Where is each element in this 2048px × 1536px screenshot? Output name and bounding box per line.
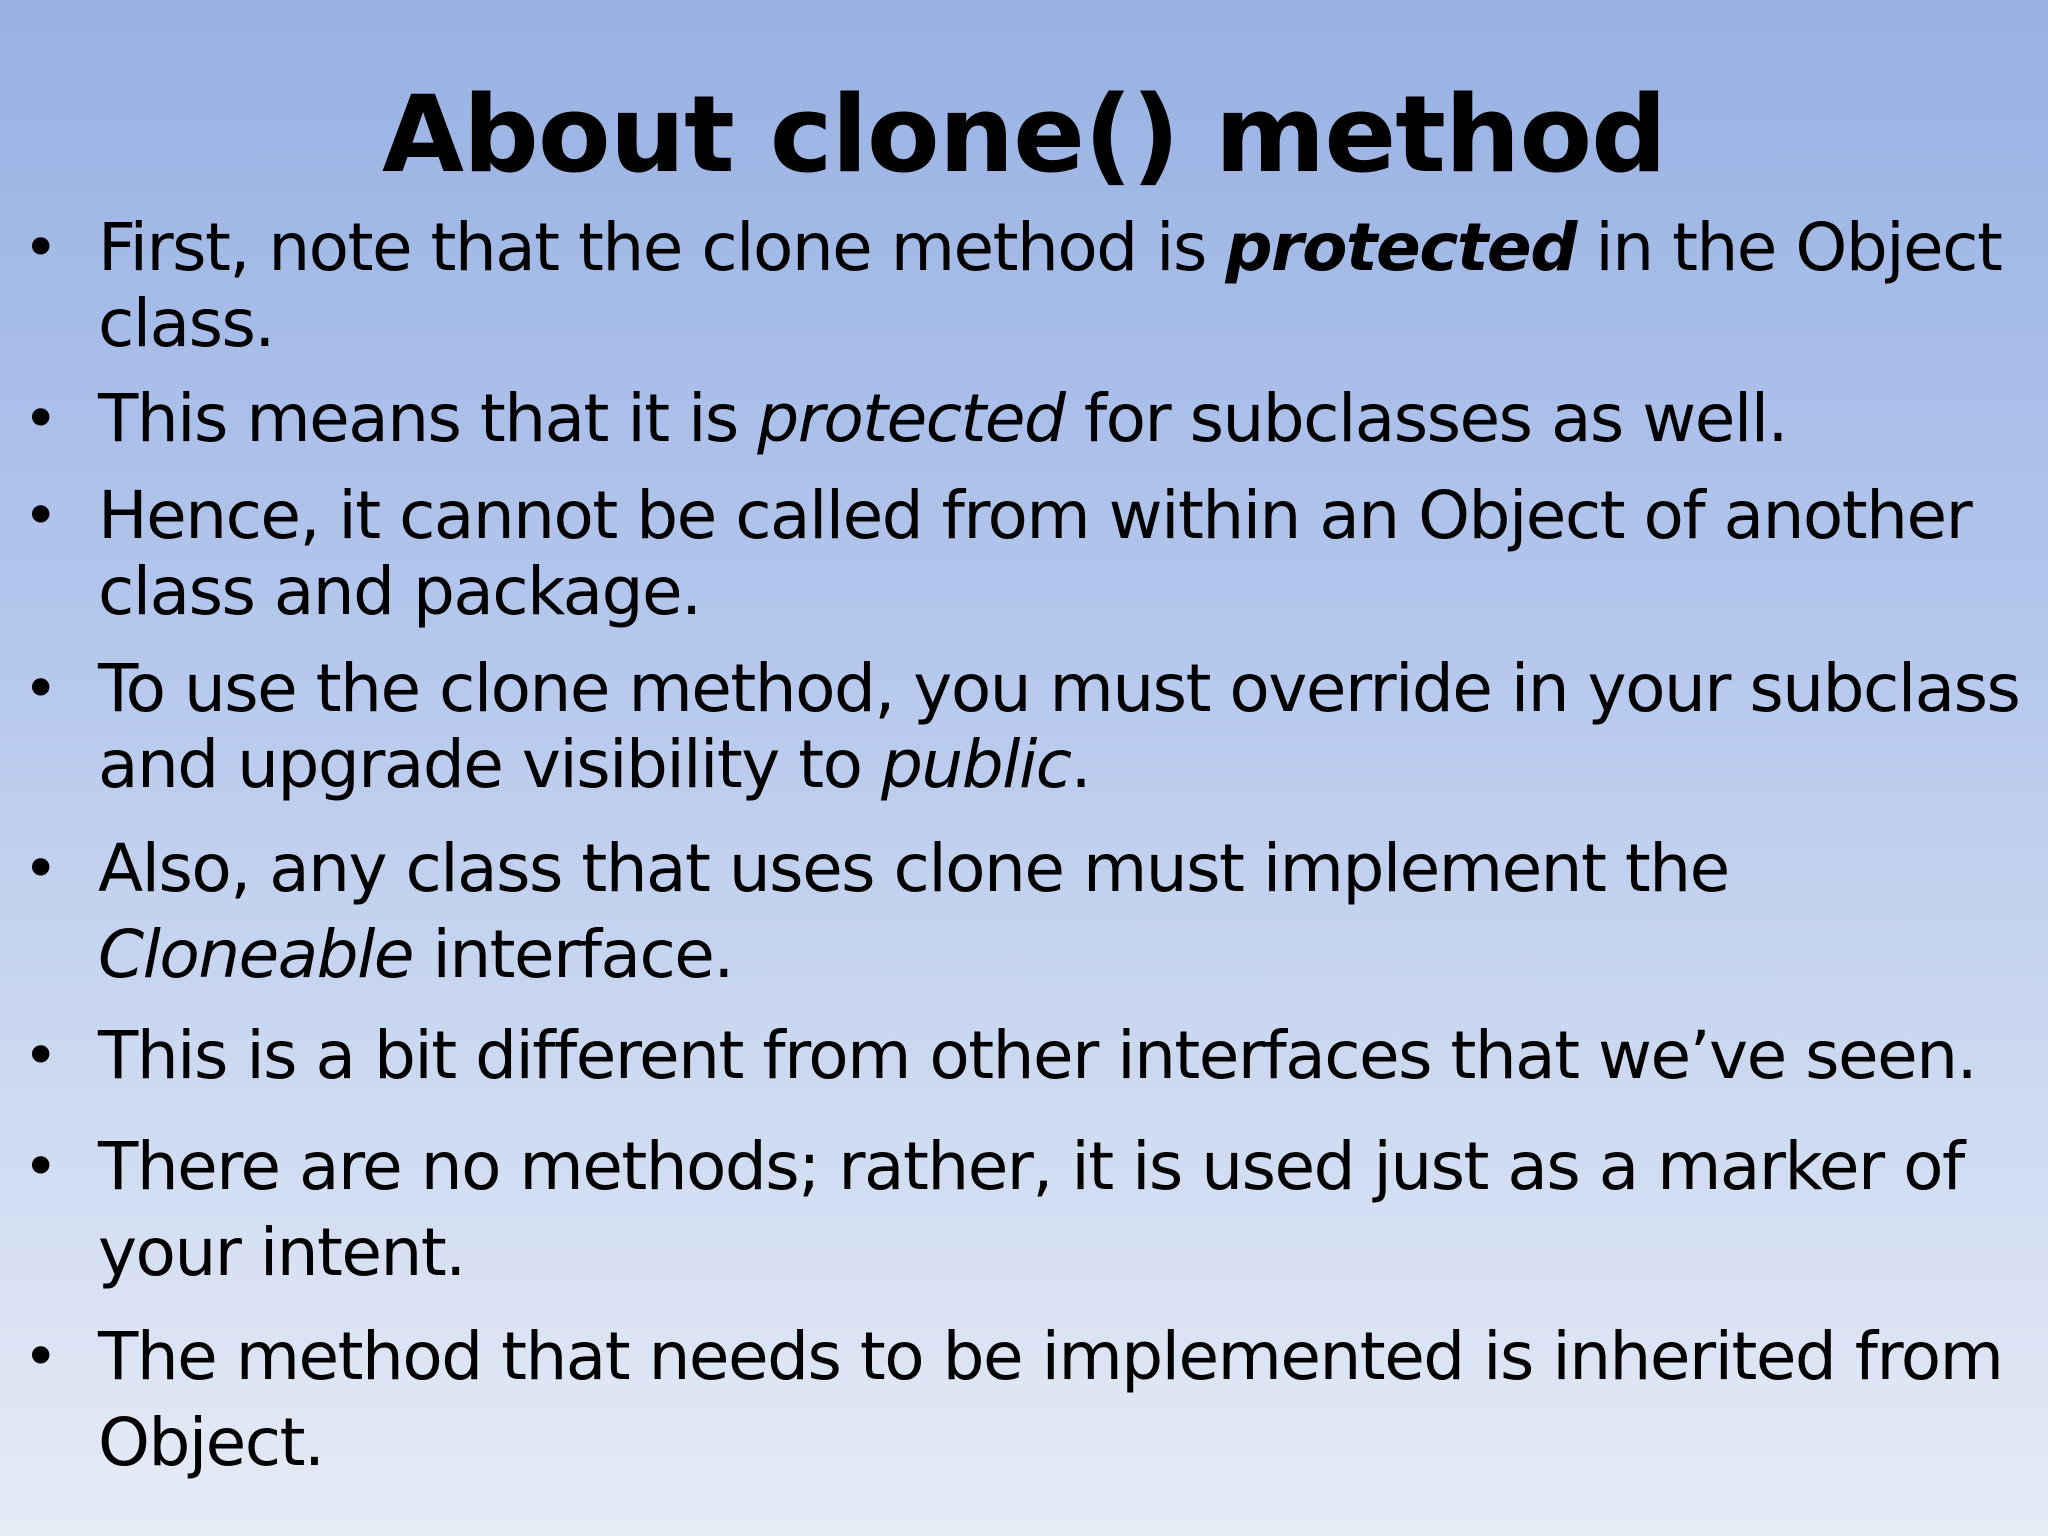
bullet-emphasis: public	[881, 726, 1071, 803]
bullet-text: in the Object class.	[98, 209, 2002, 362]
bullet-item	[23, 477, 2023, 630]
bullet-dot-icon: •	[23, 384, 57, 454]
bullet-text: .	[1070, 726, 1091, 803]
bullet-item	[23, 1314, 2023, 1486]
bullet-emphasis: Cloneable	[98, 916, 414, 993]
bullet-item	[23, 209, 2023, 362]
bullet-text: To use the clone method, you must override in your subclass and upgrade visibility to	[98, 650, 2020, 803]
bullet-text: This is a bit different from other interfaces that we’ve seen.	[98, 1017, 1977, 1094]
bullet-item	[23, 380, 2023, 457]
bullet-text: The method that needs to be implemented is inherited from Object.	[98, 1318, 2003, 1481]
bullet-text: This means that it is	[98, 380, 758, 457]
bullet-dot-icon: •	[23, 834, 57, 904]
bullet-text: Hence, it cannot be called from within an Object of another class and package.	[98, 477, 1972, 630]
bullet-dot-icon: •	[23, 1021, 57, 1091]
bullet-text: interface.	[413, 916, 733, 993]
bullet-dot-icon: •	[23, 481, 57, 551]
slide-title: About clone() method	[381, 73, 1667, 196]
bullet-emphasis: protected	[1225, 209, 1576, 286]
bullet-text: There are no methods; rather, it is used just as a marker of your intent.	[98, 1128, 1964, 1291]
bullet-dot-icon: •	[23, 1322, 57, 1392]
bullet-dot-icon: •	[23, 213, 57, 283]
bullet-text: for subclasses as well.	[1064, 380, 1788, 457]
bullet-item	[23, 650, 2023, 803]
bullet-item	[23, 826, 2023, 998]
bullet-dot-icon: •	[23, 654, 57, 724]
bullet-item	[23, 1017, 2023, 1094]
bullet-item	[23, 1124, 2023, 1296]
bullet-dot-icon: •	[23, 1132, 57, 1202]
bullet-text: First, note that the clone method is	[98, 209, 1226, 286]
bullet-text: Also, any class that uses clone must implement the	[98, 830, 1729, 907]
bullet-emphasis: protected	[757, 380, 1065, 457]
